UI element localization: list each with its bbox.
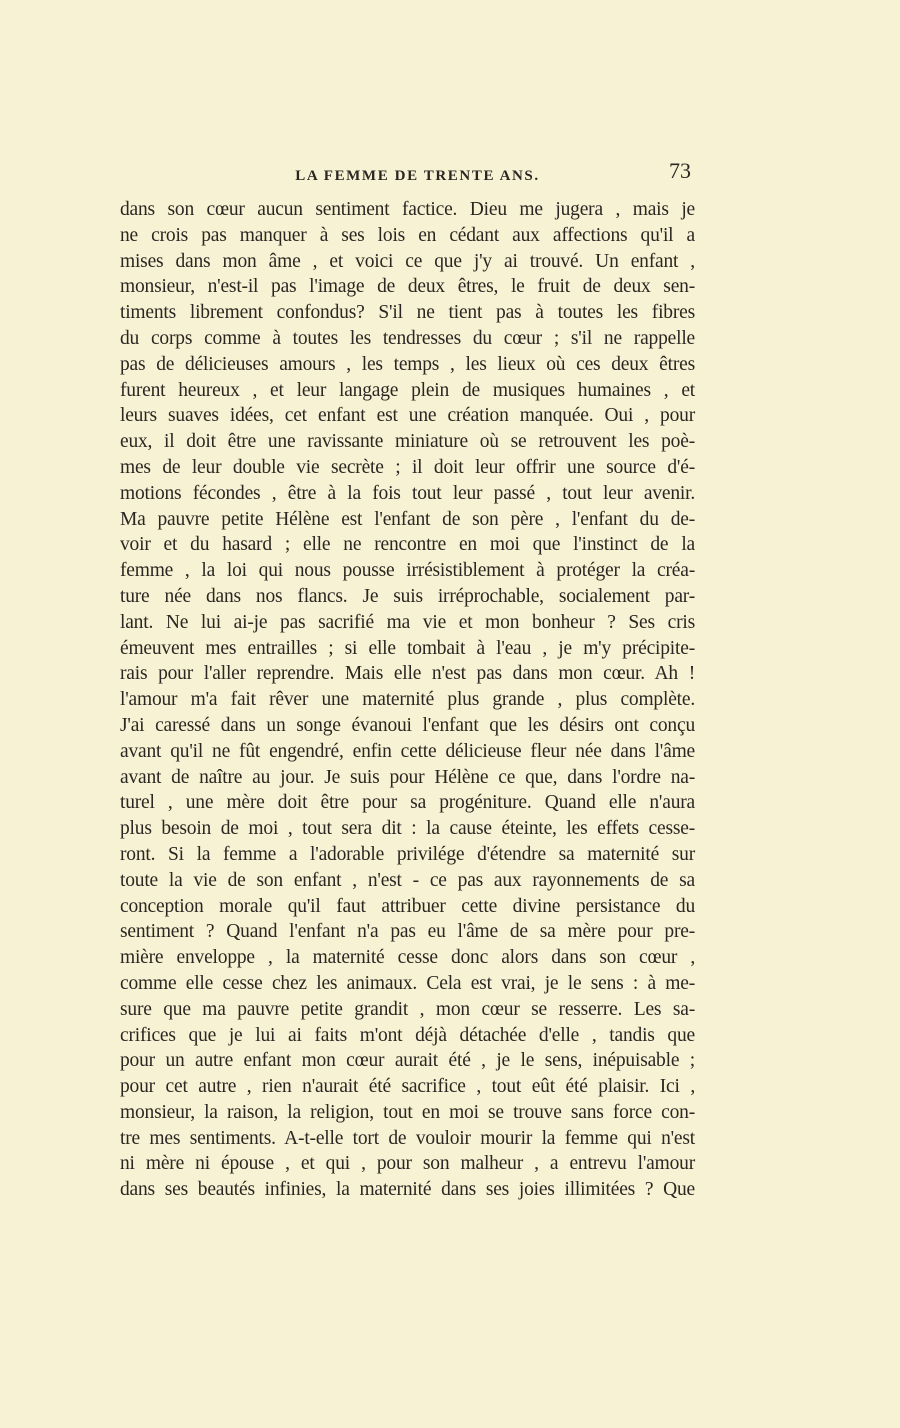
text-line: motions fécondes , être à la fois tout leur passé , tout leur avenir. [120, 482, 695, 504]
text-line: monsieur, la raison, la religion, tout en moi se trouve sans force con- [120, 1101, 695, 1123]
text-line: dans ses beautés infinies, la maternité dans ses joies illimitées ? Que [120, 1179, 695, 1201]
text-line: ront. Si la femme a l'adorable privilége d'étendre sa maternité sur [120, 843, 695, 865]
text-line: rais pour l'aller reprendre. Mais elle n'est pas dans mon cœur. Ah ! [120, 663, 695, 685]
text-line: plus besoin de moi , tout sera dit : la cause éteinte, les effets cesse- [120, 818, 695, 840]
text-line: sentiment ? Quand l'enfant n'a pas eu l'âme de sa mère pour pre- [120, 921, 695, 943]
page-header [120, 158, 695, 190]
text-line: sure que ma pauvre petite grandit , mon cœur se resserre. Les sa- [120, 998, 695, 1020]
text-line: femme , la loi qui nous pousse irrésistiblement à protéger la créa- [120, 560, 695, 582]
text-line: crifices que je lui ai faits m'ont déjà détachée d'elle , tandis que [120, 1024, 695, 1046]
text-line: lant. Ne lui ai-je pas sacrifié ma vie et mon bonheur ? Ses cris [120, 611, 695, 633]
text-line: turel , une mère doit être pour sa progéniture. Quand elle n'aura [120, 792, 695, 814]
text-line: du corps comme à toutes les tendresses du cœur ; s'il ne rappelle [120, 327, 695, 349]
text-line: pas de délicieuses amours , les temps , les lieux où ces deux êtres [120, 353, 695, 375]
running-title: LA FEMME DE TRENTE ANS. [295, 168, 540, 184]
text-line: mière enveloppe , la maternité cesse donc alors dans son cœur , [120, 947, 695, 969]
text-line: mises dans mon âme , et voici ce que j'y ai trouvé. Un enfant , [120, 250, 695, 272]
text-line: Ma pauvre petite Hélène est l'enfant de son père , l'enfant du de- [120, 508, 695, 530]
text-line: ture née dans nos flancs. Je suis irréprochable, socialement par- [120, 585, 695, 607]
text-line: l'amour m'a fait rêver une maternité plus grande , plus complète. [120, 689, 695, 711]
text-line: conception morale qu'il faut attribuer cette divine persistance du [120, 895, 695, 917]
page-number: 73 [669, 158, 691, 183]
text-line: monsieur, n'est-il pas l'image de deux êtres, le fruit de deux sen- [120, 276, 695, 298]
text-line: leurs suaves idées, cet enfant est une création manquée. Oui , pour [120, 405, 695, 427]
text-line: pour cet autre , rien n'aurait été sacrifice , tout eût été plaisir. Ici , [120, 1076, 695, 1098]
text-line: avant de naître au jour. Je suis pour Hélène ce que, dans l'ordre na- [120, 766, 695, 788]
text-line: comme elle cesse chez les animaux. Cela est vrai, je le sens : à me- [120, 972, 695, 994]
text-line: ne crois pas manquer à ses lois en cédant aux affections qu'il a [120, 224, 695, 246]
text-line: avant qu'il ne fût engendré, enfin cette délicieuse fleur née dans l'âme [120, 740, 695, 762]
text-line: émeuvent mes entrailles ; si elle tombait à l'eau , je m'y précipite- [120, 637, 695, 659]
text-line: timents librement confondus? S'il ne tient pas à toutes les fibres [120, 302, 695, 324]
text-line: toute la vie de son enfant , n'est - ce pas aux rayonnements de sa [120, 869, 695, 891]
text-line: J'ai caressé dans un songe évanoui l'enfant que les désirs ont conçu [120, 714, 695, 736]
text-line: dans son cœur aucun sentiment factice. Dieu me jugera , mais je [120, 199, 695, 220]
text-line: eux, il doit être une ravissante miniature où se retrouvent les poè- [120, 431, 695, 453]
body-text [120, 197, 695, 1203]
text-line: voir et du hasard ; elle ne rencontre en moi que l'instinct de la [120, 534, 695, 556]
text-line: pour un autre enfant mon cœur aurait été , je le sens, inépuisable ; [120, 1050, 695, 1072]
text-line: furent heureux , et leur langage plein de musiques humaines , et [120, 379, 695, 401]
text-line: mes de leur double vie secrète ; il doit leur offrir une source d'é- [120, 456, 695, 478]
text-line: ni mère ni épouse , et qui , pour son malheur , a entrevu l'amour [120, 1153, 695, 1175]
text-line: tre mes sentiments. A-t-elle tort de vouloir mourir la femme qui n'est [120, 1127, 695, 1149]
